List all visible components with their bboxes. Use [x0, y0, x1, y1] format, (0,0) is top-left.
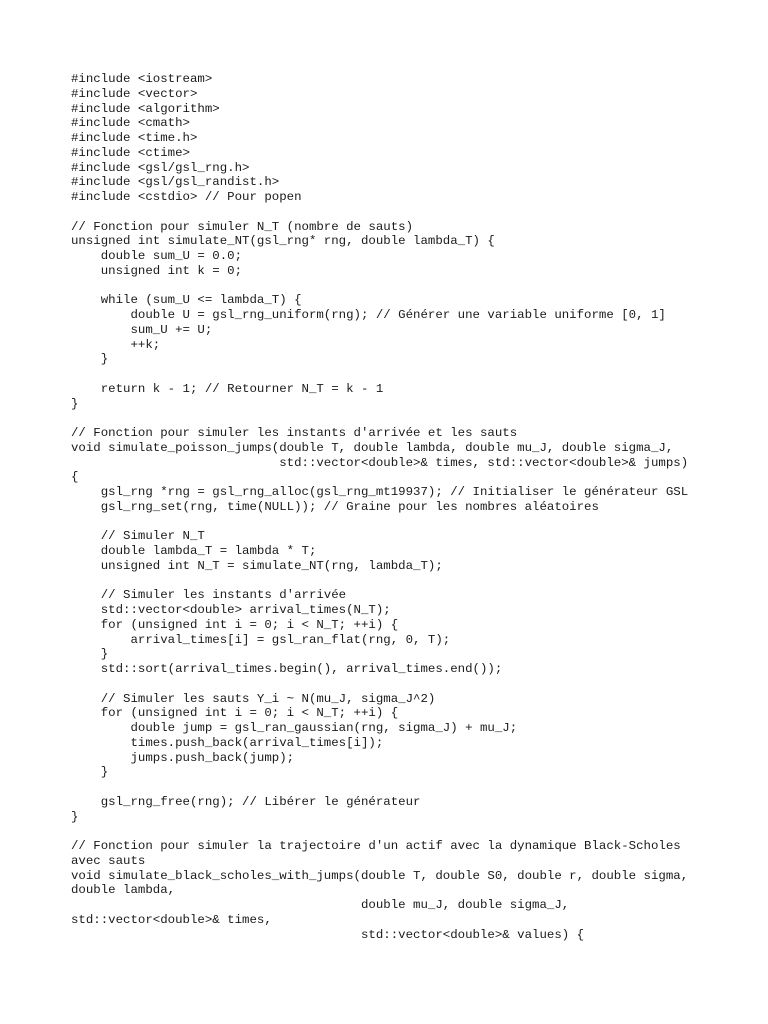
code-line: // Simuler les sauts Y_i ~ N(mu_J, sigma_J^2)	[71, 691, 436, 706]
code-line: for (unsigned int i = 0; i < N_T; ++i) {	[71, 617, 399, 632]
code-line: }	[71, 809, 79, 824]
code-line: std::sort(arrival_times.begin(), arrival_times.end());	[71, 662, 503, 676]
code-line: #include <time.h>	[71, 131, 198, 145]
code-line	[71, 574, 711, 589]
code-line: }	[71, 396, 79, 411]
code-line: while (sum_U <= lambda_T) {	[71, 293, 302, 308]
code-line: #include <vector>	[71, 86, 198, 101]
code-line: std::vector<double> arrival_times(N_T);	[71, 603, 391, 617]
code-line: }	[71, 647, 109, 662]
code-line: // Simuler les instants d'arrivée	[71, 588, 347, 603]
code-line: double lambda_T = lambda * T;	[71, 544, 317, 558]
code-line: gsl_rng_set(rng, time(NULL)); // Graine pour les nombres aléatoires	[71, 499, 599, 514]
code-line: unsigned int simulate_NT(gsl_rng* rng, double lambda_T) {	[71, 234, 495, 249]
code-line: void simulate_poisson_jumps(double T, double lambda, double mu_J, double sigma_J,	[71, 440, 674, 455]
code-line: // Fonction pour simuler les instants d'arrivée et les sauts	[71, 426, 518, 440]
code-line	[71, 205, 711, 220]
code-line	[71, 515, 711, 530]
code-line: ++k;	[71, 337, 161, 352]
code-line: double U = gsl_rng_uniform(rng); // Générer une variable uniforme [0, 1]	[71, 308, 666, 322]
code-line: for (unsigned int i = 0; i < N_T; ++i) {	[71, 706, 399, 721]
code-line: #include <cmath>	[71, 116, 190, 131]
code-line: unsigned int k = 0;	[71, 263, 243, 278]
code-line: double jump = gsl_ran_gaussian(rng, sigma_J) + mu_J;	[71, 721, 518, 735]
code-line: gsl_rng *rng = gsl_rng_alloc(gsl_rng_mt19937); // Initialiser le générateur GSL	[71, 485, 689, 499]
code-line: void simulate_black_scholes_with_jumps(double T, double S0, double r, double sigma,	[71, 868, 689, 883]
code-line: // Simuler N_T	[71, 529, 205, 544]
code-line: }	[71, 352, 109, 367]
code-line: std::vector<double>& times, std::vector<double>& jumps)	[71, 455, 689, 470]
code-line	[71, 367, 711, 382]
code-line: jumps.push_back(jump);	[71, 750, 295, 765]
code-line: #include <cstdio> // Pour popen	[71, 190, 302, 204]
code-line	[71, 780, 711, 795]
code-line: }	[71, 765, 109, 780]
code-line: #include <iostream>	[71, 72, 213, 86]
code-line: #include <gsl/gsl_rng.h>	[71, 160, 250, 175]
code-line: #include <gsl/gsl_randist.h>	[71, 175, 280, 190]
code-line: gsl_rng_free(rng); // Libérer le générateur	[71, 794, 421, 809]
code-line: #include <algorithm>	[71, 101, 220, 116]
code-line: double sum_U = 0.0;	[71, 249, 243, 263]
code-line: {	[71, 470, 79, 485]
code-line: sum_U += U;	[71, 322, 213, 337]
code-line	[71, 824, 711, 839]
code-line: return k - 1; // Retourner N_T = k - 1	[71, 381, 384, 396]
code-line: arrival_times[i] = gsl_ran_flat(rng, 0, T);	[71, 632, 451, 647]
code-line: std::vector<double>& times,	[71, 912, 272, 927]
code-line: avec sauts	[71, 853, 146, 868]
code-block	[71, 72, 711, 942]
code-line: times.push_back(arrival_times[i]);	[71, 735, 384, 750]
code-line	[71, 677, 711, 692]
code-line: double lambda,	[71, 883, 176, 898]
code-line	[71, 411, 711, 426]
code-line: unsigned int N_T = simulate_NT(rng, lambda_T);	[71, 558, 443, 573]
code-line: #include <ctime>	[71, 145, 190, 160]
code-line: double mu_J, double sigma_J,	[71, 898, 570, 912]
code-line	[71, 279, 711, 294]
code-line: // Fonction pour simuler N_T (nombre de sauts)	[71, 219, 414, 234]
code-line: std::vector<double>& values) {	[71, 927, 585, 942]
code-line: // Fonction pour simuler la trajectoire d'un actif avec la dynamique Black-Scholes	[71, 839, 681, 853]
